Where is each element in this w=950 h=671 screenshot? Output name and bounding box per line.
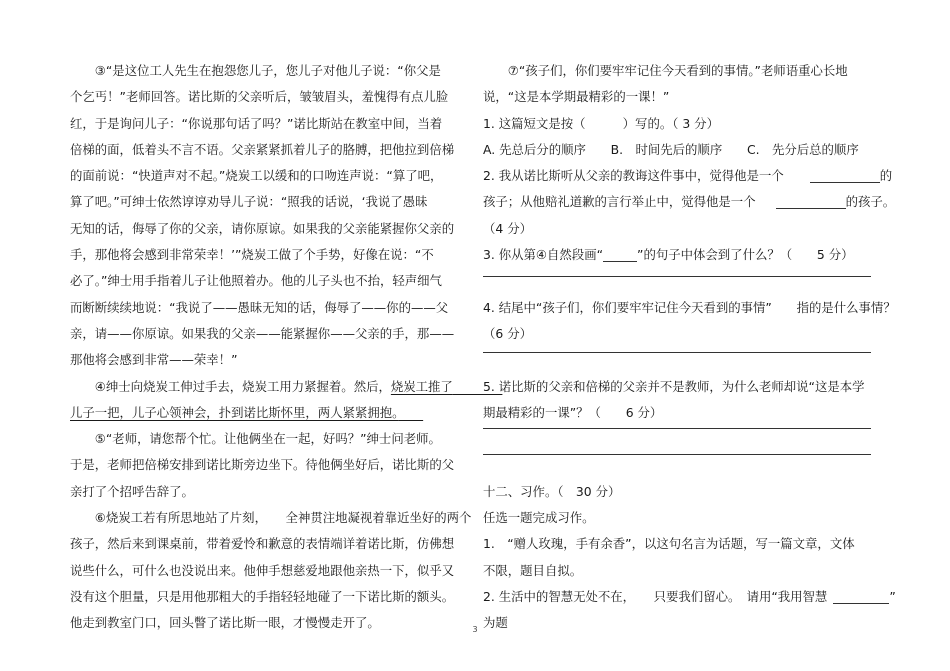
questions-column	[483, 58, 896, 637]
passage-line: 他走到教室门口，回头瞥了诺比斯一眼，才慢慢走开了。	[70, 615, 380, 631]
reading-passage-continued	[70, 58, 472, 637]
paragraph-7-line-2: 说，“这是本学期最精彩的一课！”	[483, 89, 670, 105]
question-1-options: A. 先总后分的顺序 B. 时间先后的顺序 C. 先分后总的顺序	[483, 141, 859, 157]
question-2-text: 的孩子。	[845, 194, 896, 210]
writing-prompt-2-text: ”	[889, 588, 896, 604]
underlined-sentence: 烧炭工推了	[390, 378, 453, 394]
passage-line: 手，那他将会感到非常荣幸！’”烧炭工做了个手势，好像在说：“不	[70, 247, 434, 263]
writing-prompt-1-line-2: 不限，题目自拟。	[483, 562, 583, 578]
section-12-heading: 十二、习作。（ 30 分）	[483, 483, 621, 499]
answer-line-spacer	[483, 268, 875, 294]
passage-line: 而断断续续地说：“我说了——愚昧无知的话，侮辱了——你的——父	[70, 299, 449, 315]
answer-line[interactable]	[483, 276, 871, 277]
answer-blank[interactable]	[603, 247, 637, 262]
passage-line: 必了。”绅士用手指着儿子让他照着办。他的儿子头也不抬，轻声细气	[70, 273, 442, 289]
question-5-line-1: 5. 诺比斯的父亲和倍梯的父亲并不是教师，为什么老师却说“这是本学	[483, 378, 865, 394]
paragraph-4-text: ④绅士向烧炭工伸过手去，烧炭工用力紧握着。然后，	[70, 378, 391, 394]
answer-line[interactable]	[483, 428, 871, 429]
answer-line-spacer	[483, 452, 875, 478]
passage-line: 的面前说：“快道声对不起。”烧炭工以缓和的口吻连声说：“算了吧，	[70, 168, 443, 184]
answer-line[interactable]	[483, 352, 871, 353]
question-2-line-1	[483, 163, 893, 189]
question-2-text: 的	[879, 168, 893, 184]
question-2-text: 2. 我从诺比斯听从父亲的教诲这件事中，觉得他是一个	[483, 168, 784, 184]
question-3-text: ”的句子中体会到了什么？（ 5 分）	[637, 247, 854, 263]
answer-blank[interactable]	[776, 194, 846, 209]
answer-blank[interactable]	[810, 168, 880, 183]
answer-line-spacer	[483, 426, 875, 452]
passage-line: 红，于是询问儿子：“你说那句话了吗？”诺比斯站在教室中间，当着	[70, 115, 443, 131]
passage-line: 于是，老师把倍梯安排到诺比斯旁边坐下。待他俩坐好后，诺比斯的父	[70, 457, 455, 473]
question-2-line-2	[483, 189, 896, 215]
writing-instructions: 任选一题完成习作。	[483, 510, 595, 526]
question-2-text: 孩子；从他赔礼道歉的言行举止中，觉得他是一个	[483, 194, 756, 210]
writing-prompt-2-text: 2. 生活中的智慧无处不在， 只要我们留心。 请用“我用智慧	[483, 588, 828, 604]
paragraph-7-line-1: ⑦“孩子们，你们要牢牢记住今天看到的事情。”老师语重心长地	[483, 63, 848, 78]
answer-blank[interactable]	[833, 589, 889, 604]
question-2-score: （4 分）	[483, 220, 532, 236]
question-1: 1. 这篇短文是按（ ）写的。（ 3 分）	[483, 115, 719, 131]
underlined-sentence: 儿子一把，儿子心领神会，扑到诺比斯怀里，两人紧紧拥抱。	[70, 404, 399, 420]
passage-line: 没有这个胆量，只是用他那粗大的手指轻轻地碰了一下诺比斯的额头。	[70, 588, 455, 604]
passage-line: 无知的话，侮辱了你的父亲，请你原谅。如果我的父亲能紧握你父亲的	[70, 220, 455, 236]
underline-tail	[398, 405, 423, 420]
passage-line: 算了吧。”可绅士依然谆谆劝导儿子说：“照我的话说，‘我说了愚昧	[70, 194, 428, 210]
question-4-score: （6 分）	[483, 325, 532, 341]
paragraph-4-line-2	[70, 400, 468, 426]
passage-line: ③“是这位工人先生在抱怨您儿子，您儿子对他儿子说：“你父是	[70, 63, 441, 78]
writing-prompt-2-line-2: 为题	[483, 615, 508, 631]
passage-line: 个乞丐！”老师回答。诺比斯的父亲听后，皱皱眉头，羞愧得有点儿脸	[70, 89, 449, 105]
passage-line: 倍梯的面，低着头不言不语。父亲紧紧抓着儿子的胳膊，把他拉到倍梯	[70, 141, 455, 157]
passage-line: ⑥烧炭工若有所思地站了片刻， 全神贯注地凝视着靠近坐好的两个	[70, 510, 472, 526]
passage-line: ⑤“老师，请您帮个忙。让他俩坐在一起，好吗？”绅士问老师。	[70, 431, 441, 447]
passage-line: 说些什么，可什么也没说出来。他伸手想慈爱地跟他亲热一下，似乎又	[70, 562, 455, 578]
question-5-line-2: 期最精彩的一课”？（ 6 分）	[483, 404, 663, 420]
answer-line[interactable]	[483, 454, 871, 455]
page-number: 3	[472, 625, 478, 634]
paragraph-4-line-1	[70, 374, 468, 400]
writing-prompt-2-line-1	[483, 584, 896, 610]
passage-line: 亲，请——你原谅。如果我的父亲——能紧握你——父亲的手，那——	[70, 325, 455, 341]
passage-line: 那他将会感到非常——荣幸！”	[70, 352, 238, 368]
question-4: 4. 结尾中“孩子们，你们要牢牢记住今天看到的事情” 指的是什么事情？	[483, 299, 896, 315]
question-3-text: 3. 你从第④自然段画“	[483, 247, 604, 263]
passage-line: 孩子，然后来到课桌前，带着爱怜和歉意的表情端详着诺比斯，仿佛想	[70, 536, 455, 552]
writing-prompt-1-line-1: 1. “赠人玫瑰，手有余香”，以这句名言为话题，写一篇文章，文体	[483, 536, 855, 552]
question-3	[483, 242, 875, 268]
passage-line: 亲打了个招呼告辞了。	[70, 483, 194, 499]
